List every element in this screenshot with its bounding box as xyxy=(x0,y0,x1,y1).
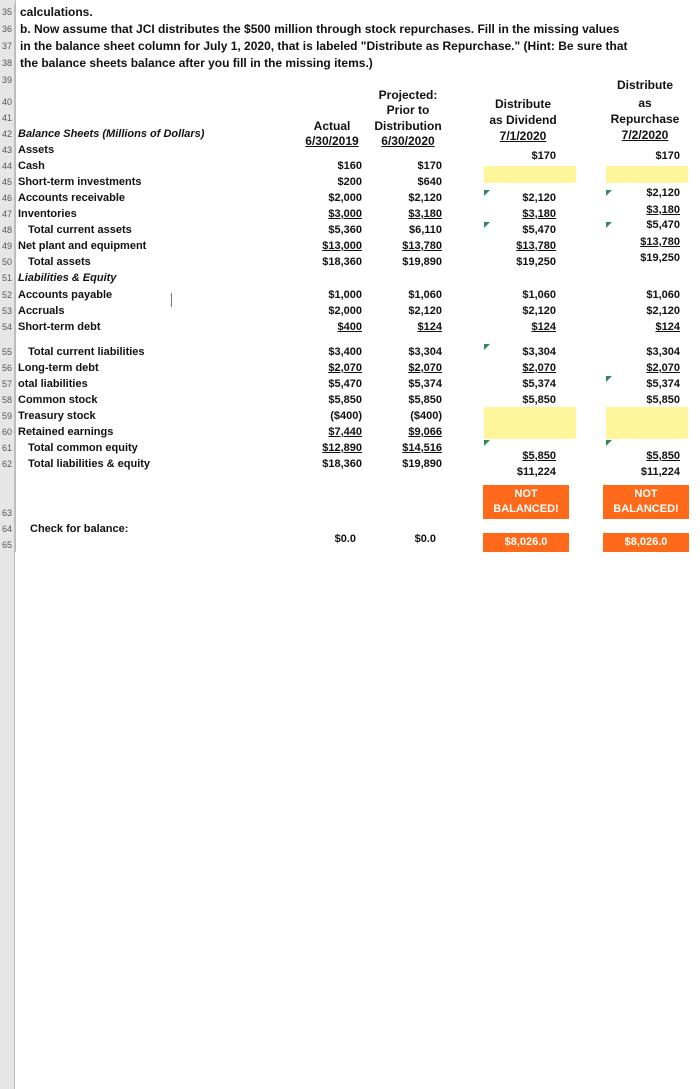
actual-header-2: 6/30/2019 xyxy=(305,134,359,148)
instruction-line-2: b. Now assume that JCI distributes the $500 million through stock repurchases. Fill in the missing values xyxy=(20,22,620,36)
status-balanced: BALANCED! xyxy=(493,503,559,515)
cell-repurchase[interactable]: $19,250 xyxy=(640,252,680,264)
repurchase-header-1: Distribute xyxy=(616,78,673,92)
row-label: Long-term debt xyxy=(18,362,99,374)
row-number[interactable]: 57 xyxy=(0,376,15,392)
table-row xyxy=(0,187,700,206)
cell-dividend[interactable]: $19,250 xyxy=(516,256,556,268)
row-label: Cash xyxy=(18,160,45,172)
cell-actual[interactable]: $3,400 xyxy=(328,346,362,358)
cell-dividend[interactable]: $5,374 xyxy=(522,378,556,390)
cell-projected[interactable]: $640 xyxy=(417,176,442,188)
status-not: NOT xyxy=(634,488,658,500)
comment-flag-icon[interactable] xyxy=(484,190,490,196)
row-number[interactable]: 60 xyxy=(0,424,15,440)
row-label: Net plant and equipment xyxy=(18,240,147,252)
row-number[interactable]: 42 xyxy=(0,126,15,142)
cell-projected[interactable]: $9,066 xyxy=(408,426,442,438)
cell-repurchase[interactable]: $2,070 xyxy=(646,362,680,374)
table-row xyxy=(0,287,700,303)
cell-projected[interactable]: $14,516 xyxy=(402,442,442,454)
cell-dividend[interactable]: $2,120 xyxy=(522,192,556,204)
cell-actual[interactable]: $160 xyxy=(337,160,362,172)
cell-repurchase[interactable]: $11,224 xyxy=(640,466,680,478)
cell-repurchase[interactable]: $13,780 xyxy=(640,236,680,248)
row-label: Treasury stock xyxy=(18,410,96,422)
row-number[interactable]: 39 xyxy=(0,72,15,624)
cell-actual[interactable]: $1,000 xyxy=(328,289,362,301)
check-projected[interactable]: $0.0 xyxy=(414,533,436,545)
balance-status-dividend[interactable] xyxy=(483,485,569,519)
comment-flag-icon[interactable] xyxy=(606,440,612,446)
row-number[interactable]: 48 xyxy=(0,222,15,238)
row-number[interactable]: 43 xyxy=(0,142,15,158)
cell-projected[interactable]: $1,060 xyxy=(408,289,442,301)
table-row xyxy=(0,376,700,392)
cell-dividend[interactable]: $5,850 xyxy=(522,394,556,406)
cell-projected[interactable]: $124 xyxy=(417,321,442,333)
table-row xyxy=(0,456,700,478)
cell-actual[interactable]: $5,360 xyxy=(328,224,362,236)
cell-dividend[interactable]: $2,120 xyxy=(522,305,556,317)
cell-repurchase[interactable]: $5,850 xyxy=(646,450,680,462)
cell-actual[interactable]: $13,000 xyxy=(322,240,362,252)
sheet-row xyxy=(0,126,700,142)
check-value-text: $8,026.0 xyxy=(504,536,548,548)
projected-header-4: 6/30/2020 xyxy=(381,134,435,148)
comment-flag-icon[interactable] xyxy=(606,376,612,382)
cell-projected[interactable]: $2,120 xyxy=(408,305,442,317)
table-row xyxy=(0,319,700,335)
cell-actual[interactable]: $5,470 xyxy=(328,378,362,390)
cell-actual[interactable]: ($400) xyxy=(330,410,362,422)
cell-dividend[interactable]: $13,780 xyxy=(516,240,556,252)
row-number[interactable]: 55 xyxy=(0,344,15,360)
section-balance-sheets: Balance Sheets (Millions of Dollars) xyxy=(18,128,205,140)
cell-repurchase[interactable]: $5,850 xyxy=(646,394,680,406)
cell-repurchase[interactable]: $1,060 xyxy=(646,289,680,301)
cell-actual[interactable]: $2,070 xyxy=(328,362,362,374)
row-label: Total current liabilities xyxy=(28,346,145,358)
comment-flag-icon[interactable] xyxy=(484,222,490,228)
row-label: Accounts payable xyxy=(18,289,113,301)
table-row xyxy=(0,344,700,360)
comment-flag-icon[interactable] xyxy=(606,190,612,196)
table-row xyxy=(0,219,700,238)
comment-flag-icon[interactable] xyxy=(606,222,612,228)
cell-actual[interactable]: $18,360 xyxy=(322,256,362,268)
repurchase-header-2: as xyxy=(638,96,652,110)
row-number[interactable]: 63 xyxy=(0,505,15,1057)
cell-repurchase[interactable]: $170 xyxy=(655,150,680,162)
cell-actual[interactable]: $7,440 xyxy=(328,426,362,438)
cell-projected[interactable]: $19,890 xyxy=(402,256,442,268)
cell-projected[interactable]: $5,850 xyxy=(408,394,442,406)
check-label: Check for balance: xyxy=(30,523,129,535)
cell-projected[interactable]: $3,180 xyxy=(408,208,442,220)
row-number[interactable]: 44 xyxy=(0,158,15,174)
row-number[interactable]: 50 xyxy=(0,254,15,270)
row-number[interactable]: 62 xyxy=(0,456,15,472)
check-actual[interactable]: $0.0 xyxy=(334,533,356,545)
cell-projected[interactable]: $2,070 xyxy=(408,362,442,374)
row-number[interactable]: 53 xyxy=(0,303,15,319)
table-row xyxy=(0,392,700,408)
projected-header-3: Distribution xyxy=(374,119,442,133)
projected-header-1: Projected: xyxy=(378,88,438,102)
row-number[interactable]: 54 xyxy=(0,319,15,335)
cell-projected[interactable]: $13,780 xyxy=(402,240,442,252)
cell-actual[interactable]: $18,360 xyxy=(322,458,362,470)
row-label: Total current assets xyxy=(28,224,132,236)
row-label: Total liabilities & equity xyxy=(28,458,151,470)
cell-repurchase[interactable]: $5,470 xyxy=(646,219,680,231)
cell-repurchase[interactable]: $3,180 xyxy=(646,204,680,216)
cell-projected[interactable]: $19,890 xyxy=(402,458,442,470)
table-row xyxy=(0,424,700,440)
cell-repurchase[interactable]: $2,120 xyxy=(646,187,680,199)
row-label: Total assets xyxy=(28,256,91,268)
row-number[interactable]: 52 xyxy=(0,287,15,303)
cell-actual[interactable]: $400 xyxy=(337,321,362,333)
section-assets: Assets xyxy=(18,144,55,156)
comment-flag-icon[interactable] xyxy=(484,344,490,350)
row-number[interactable]: 64 xyxy=(0,521,15,537)
row-number[interactable]: 37 xyxy=(0,38,15,55)
row-label: Accounts receivable xyxy=(18,192,125,204)
cell-projected[interactable]: $6,110 xyxy=(408,224,442,236)
cell-actual[interactable]: $2,000 xyxy=(328,192,362,204)
row-number[interactable]: 61 xyxy=(0,440,15,456)
cell-dividend[interactable]: $1,060 xyxy=(522,289,556,301)
table-row xyxy=(0,360,700,376)
row-number[interactable]: 56 xyxy=(0,360,15,376)
section-liabilities-equity: Liabilities & Equity xyxy=(18,272,117,284)
instruction-line-3: in the balance sheet column for July 1, 2020, that is labeled "Distribute as Repurchase." (Hint: Be sure that xyxy=(20,39,628,53)
status-balanced: BALANCED! xyxy=(613,503,679,515)
row-label: Short-term debt xyxy=(18,321,101,333)
cell-repurchase[interactable]: $3,304 xyxy=(646,346,680,358)
cell-actual[interactable]: $2,000 xyxy=(328,305,362,317)
cell-dividend[interactable]: $170 xyxy=(531,150,556,162)
cell-dividend[interactable]: $124 xyxy=(531,321,556,333)
cell-repurchase[interactable]: $124 xyxy=(655,321,680,333)
sheet-row xyxy=(0,270,700,286)
actual-header-1: Actual xyxy=(313,119,351,133)
row-label: Retained earnings xyxy=(18,426,114,438)
repurchase-header-4: 7/2/2020 xyxy=(621,128,669,142)
row-number[interactable]: 58 xyxy=(0,392,15,408)
cell-actual[interactable]: $200 xyxy=(337,176,362,188)
cell-repurchase[interactable]: $2,120 xyxy=(646,305,680,317)
sheet-row xyxy=(0,142,700,158)
table-row xyxy=(0,303,700,319)
row-number[interactable]: 46 xyxy=(0,190,15,206)
row-number[interactable]: 45 xyxy=(0,174,15,190)
repurchase-header-3: Repurchase xyxy=(610,112,680,126)
balance-status-repurchase[interactable] xyxy=(603,485,689,519)
row-number[interactable]: 49 xyxy=(0,238,15,254)
instruction-line-1: calculations. xyxy=(20,5,93,19)
table-row xyxy=(0,206,700,222)
table-row xyxy=(0,440,700,462)
cell-projected[interactable]: $3,304 xyxy=(408,346,442,358)
row-number[interactable]: 41 xyxy=(0,110,15,662)
cell-dividend[interactable]: $3,304 xyxy=(522,346,556,358)
text-cursor-icon xyxy=(171,293,172,307)
cell-actual[interactable]: $3,000 xyxy=(328,208,362,220)
cell-actual[interactable]: $5,850 xyxy=(328,394,362,406)
dividend-header-2: as Dividend xyxy=(489,113,557,127)
dividend-header-3: 7/1/2020 xyxy=(499,129,547,143)
row-number[interactable]: 51 xyxy=(0,270,15,286)
table-row xyxy=(0,408,700,424)
check-value-text: $8,026.0 xyxy=(624,536,668,548)
dividend-header-1: Distribute xyxy=(494,97,551,111)
cell-dividend[interactable]: $3,180 xyxy=(522,208,556,220)
row-label: Common stock xyxy=(18,394,98,406)
cell-dividend[interactable]: $5,470 xyxy=(522,224,556,236)
cell-projected[interactable]: $5,374 xyxy=(408,378,442,390)
row-label: Short-term investments xyxy=(18,176,142,188)
row-label: Total common equity xyxy=(28,442,138,454)
projected-header-2: Prior to xyxy=(386,103,430,117)
cell-actual[interactable]: $12,890 xyxy=(322,442,362,454)
cell-dividend[interactable]: $11,224 xyxy=(516,466,556,478)
row-number[interactable]: 65 xyxy=(0,537,15,1089)
cell-repurchase[interactable]: $5,374 xyxy=(646,378,680,390)
instruction-line-4: the balance sheets balance after you fill in the missing items.) xyxy=(20,56,373,70)
row-number[interactable]: 59 xyxy=(0,408,15,424)
row-number[interactable]: 35 xyxy=(0,4,15,21)
comment-flag-icon[interactable] xyxy=(484,440,490,446)
row-number[interactable]: 40 xyxy=(0,94,15,646)
cell-projected[interactable]: ($400) xyxy=(410,410,442,422)
table-row xyxy=(0,174,700,190)
cell-projected[interactable]: $170 xyxy=(417,160,442,172)
row-label: Accruals xyxy=(18,305,65,317)
cell-dividend[interactable]: $2,070 xyxy=(522,362,556,374)
table-row xyxy=(0,254,700,270)
table-row xyxy=(0,238,700,254)
row-label: otal liabilities xyxy=(18,378,88,390)
row-number[interactable]: 47 xyxy=(0,206,15,222)
row-number[interactable]: 36 xyxy=(0,21,15,38)
cell-projected[interactable]: $2,120 xyxy=(408,192,442,204)
row-number[interactable]: 38 xyxy=(0,55,15,72)
cell-dividend[interactable]: $5,850 xyxy=(522,450,556,462)
row-label: Inventories xyxy=(18,208,77,220)
status-not: NOT xyxy=(514,488,538,500)
